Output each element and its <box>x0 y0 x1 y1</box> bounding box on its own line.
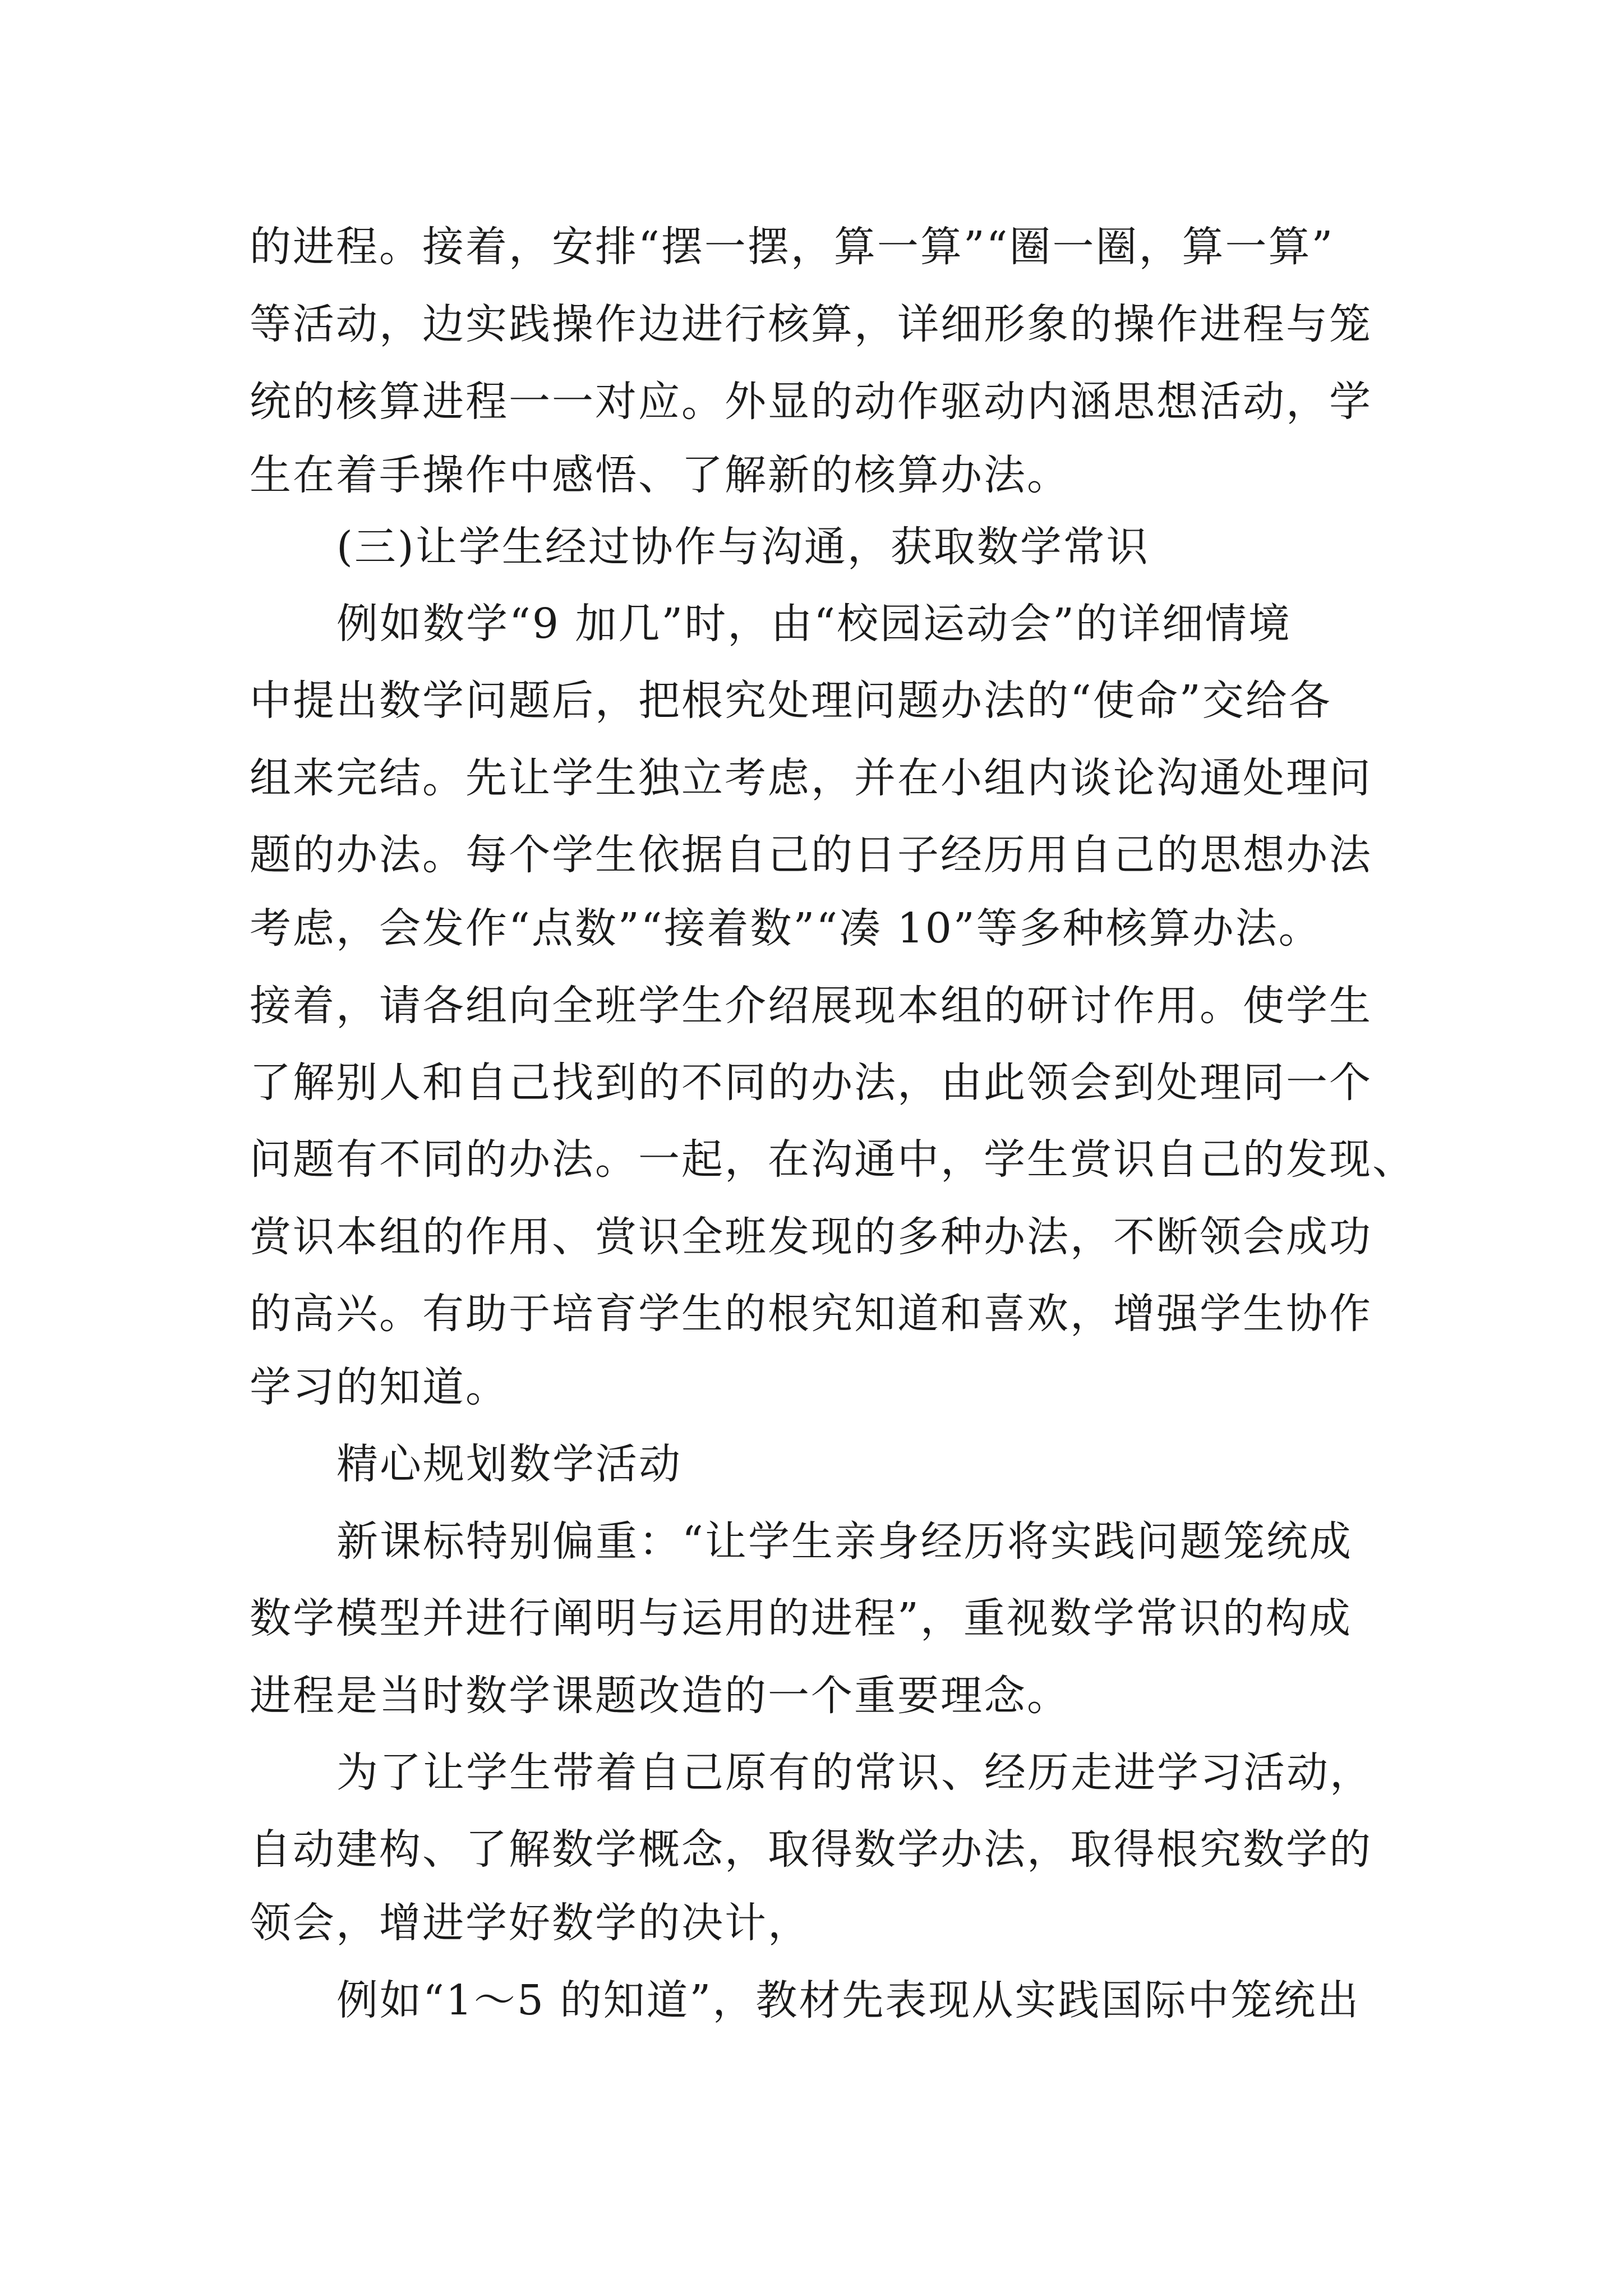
text-line: 自动建构、了解数学概念，取得数学办法，取得根究数学的 <box>250 1825 1372 1874</box>
text-line: 组来完结。先让学生独立考虑，并在小组内谈论沟通处理问 <box>250 754 1372 802</box>
text-line: 学习的知道。 <box>250 1363 509 1411</box>
text-line: 考虑，会发作“点数”“接着数”“凑 10”等多种核算办法。 <box>250 904 1322 953</box>
text-line: 进程是当时数学课题改造的一个重要理念。 <box>250 1672 1070 1720</box>
text-line: 新课标特别偏重：“让学生亲身经历将实践问题笼统成 <box>336 1517 1353 1566</box>
text-line: 问题有不同的办法。一起，在沟通中，学生赏识自己的发现、 <box>250 1135 1415 1184</box>
section-heading: 精心规划数学活动 <box>336 1440 682 1488</box>
text-line: 题的办法。每个学生依据自己的日子经历用自己的思想办法 <box>250 831 1372 879</box>
text-line: 接着，请各组向全班学生介绍展现本组的研讨作用。使学生 <box>250 982 1372 1030</box>
text-line: 的进程。接着，安排“摆一摆，算一算”“圈一圈，算一算” <box>250 223 1335 271</box>
text-line: 赏识本组的作用、赏识全班发现的多种办法，不断领会成功 <box>250 1213 1372 1261</box>
text-line: 了解别人和自己找到的不同的办法，由此领会到处理同一个 <box>250 1059 1372 1107</box>
text-line: 例如“1～5 的知道”，教材先表现从实践国际中笼统出 <box>336 1976 1361 2024</box>
section-heading: (三)让学生经过协作与沟通，获取数学常识 <box>336 523 1150 571</box>
text-line: 数学模型并进行阐明与运用的进程”，重视数学常识的构成 <box>250 1594 1352 1642</box>
text-line: 等活动，边实践操作边进行核算，详细形象的操作进程与笼 <box>250 300 1372 348</box>
text-line: 为了让学生带着自己原有的常识、经历走进学习活动， <box>336 1749 1373 1797</box>
text-line: 领会，增进学好数学的决计， <box>250 1899 811 1947</box>
text-line: 中提出数学问题后，把根究处理问题办法的“使命”交给各 <box>250 677 1332 725</box>
text-line: 例如数学“9 加几”时，由“校园运动会”的详细情境 <box>336 600 1292 648</box>
text-line: 的高兴。有助于培育学生的根究知道和喜欢，增强学生协作 <box>250 1290 1372 1338</box>
text-line: 统的核算进程一一对应。外显的动作驱动内涵思想活动，学 <box>250 378 1372 426</box>
text-line: 生在着手操作中感悟、了解新的核算办法。 <box>250 451 1070 499</box>
